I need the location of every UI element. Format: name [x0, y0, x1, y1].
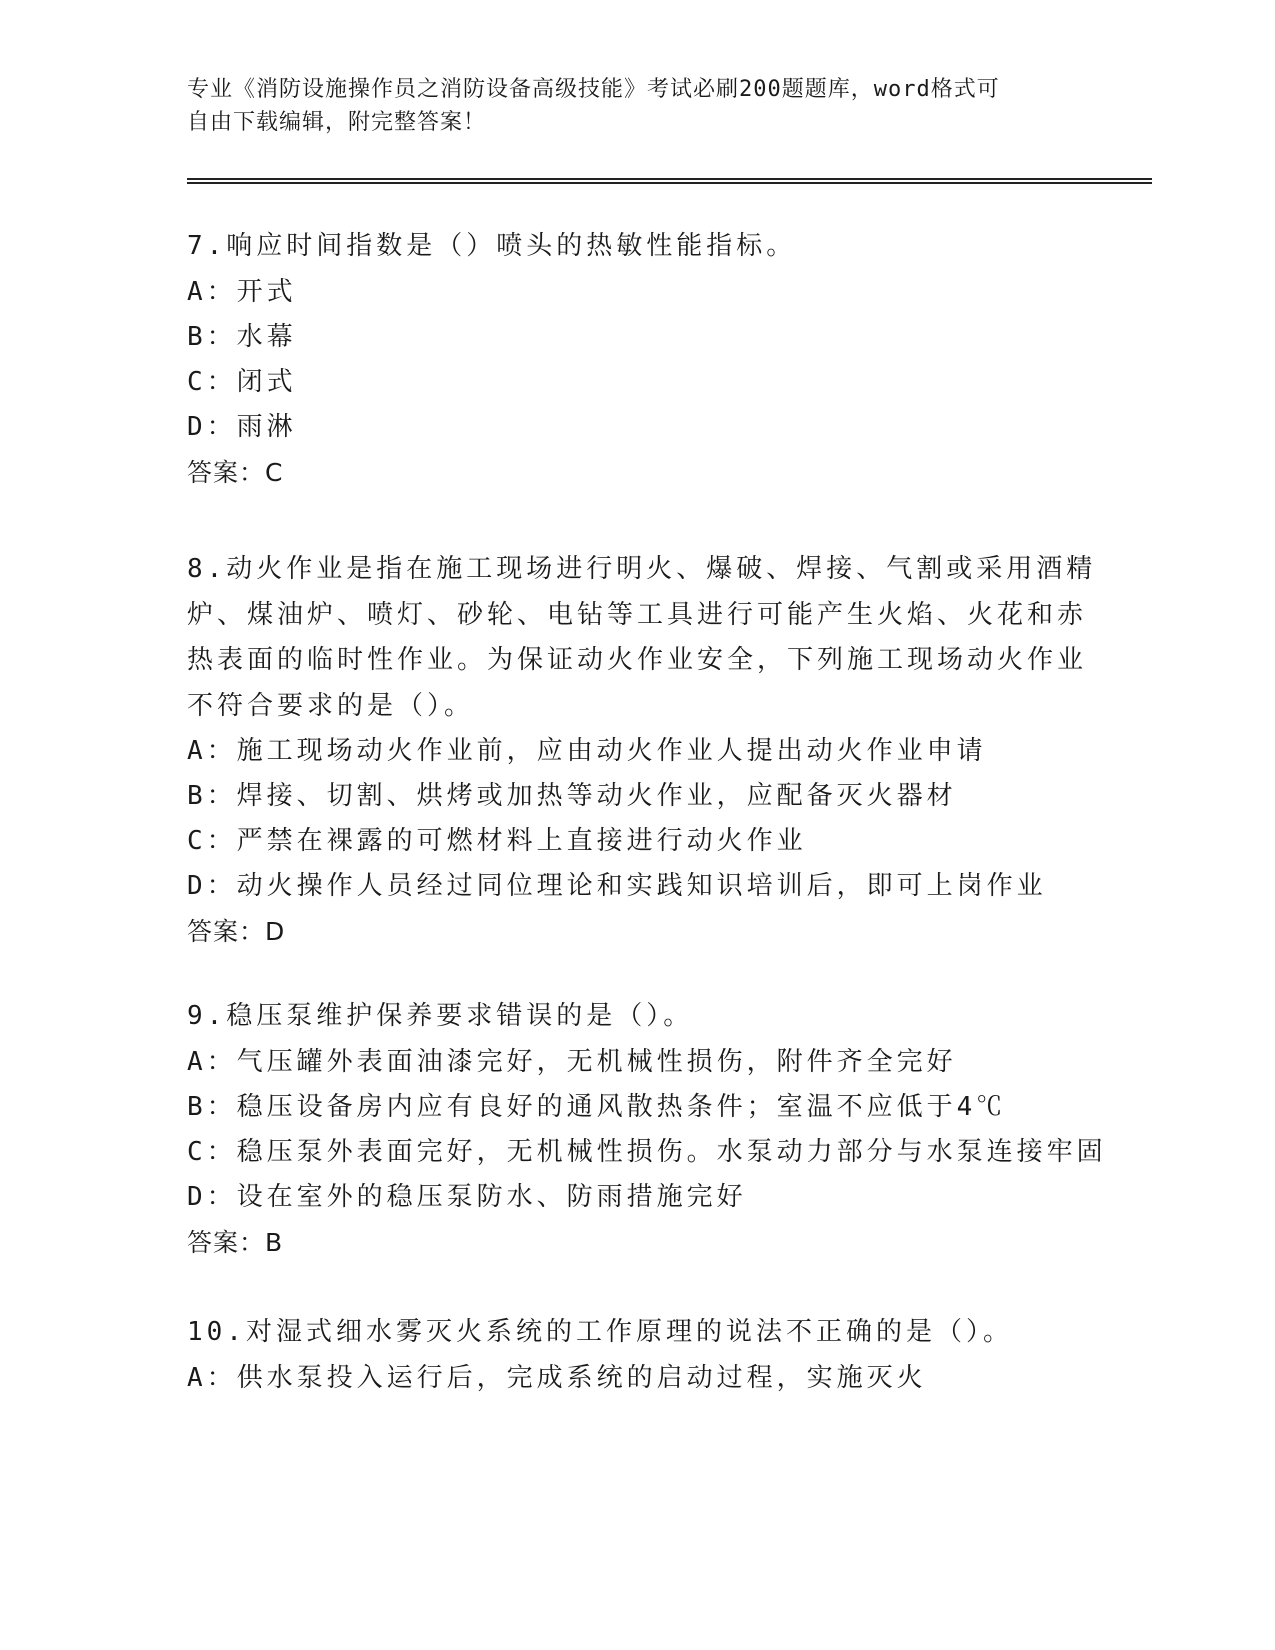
question-7: [187, 224, 1087, 495]
question-stem-line-2: 炉、煤油炉、喷灯、砂轮、电钻等工具进行可能产生火焰、火花和赤: [187, 599, 1088, 630]
question-stem-line-1: 8.动火作业是指在施工现场进行明火、爆破、焊接、气割或采用酒精: [187, 554, 1097, 584]
option-c: C：严禁在裸露的可燃材料上直接进行动火作业: [187, 826, 807, 856]
question-stem: 9.稳压泵维护保养要求错误的是（）。: [187, 1001, 694, 1031]
option-b: B：稳压设备房内应有良好的通风散热条件；室温不应低于4℃: [187, 1091, 1007, 1122]
header-divider-top: [187, 178, 1152, 180]
answer-label: 答案：B: [187, 1227, 284, 1257]
question-stem: 10.对湿式细水雾灭火系统的工作原理的说法不正确的是（）。: [187, 1317, 1013, 1347]
question-10: [187, 1310, 1087, 1401]
option-a: A：施工现场动火作业前，应由动火作业人提出动火作业申请: [187, 736, 987, 766]
option-d: D：雨淋: [187, 411, 297, 442]
question-stem-line-3: 热表面的临时性作业。为保证动火作业安全，下列施工现场动火作业: [187, 645, 1088, 675]
question-8: [187, 547, 1097, 954]
document-header: [187, 73, 1087, 139]
option-c: C：闭式: [187, 366, 297, 397]
option-d: D：动火操作人员经过同位理论和实践知识培训后，即可上岗作业: [187, 871, 1047, 901]
question-9: [187, 994, 1107, 1265]
option-b: B：水幕: [187, 321, 297, 352]
option-b: B：焊接、切割、烘烤或加热等动火作业，应配备灭火器材: [187, 781, 957, 811]
question-stem: 7.响应时间指数是（）喷头的热敏性能指标。: [187, 231, 797, 261]
option-d: D：设在室外的稳压泵防水、防雨措施完好: [187, 1181, 747, 1212]
option-a: A：供水泵投入运行后，完成系统的启动过程，实施灭火: [187, 1362, 927, 1393]
header-divider-bottom: [187, 182, 1152, 184]
question-stem-line-4: 不符合要求的是（）。: [187, 690, 475, 721]
option-a: A：开式: [187, 276, 297, 307]
answer-label: 答案：C: [187, 457, 284, 487]
answer-label: 答案：D: [187, 917, 286, 946]
header-line-2: 自由下载编辑，附完整答案！: [187, 110, 487, 135]
header-line-1: 专业《消防设施操作员之消防设备高级技能》考试必刷200题题库，word格式可: [187, 77, 1000, 102]
option-c: C：稳压泵外表面完好，无机械性损伤。水泵动力部分与水泵连接牢固: [187, 1136, 1107, 1167]
option-a: A：气压罐外表面油漆完好，无机械性损伤，附件齐全完好: [187, 1046, 957, 1077]
